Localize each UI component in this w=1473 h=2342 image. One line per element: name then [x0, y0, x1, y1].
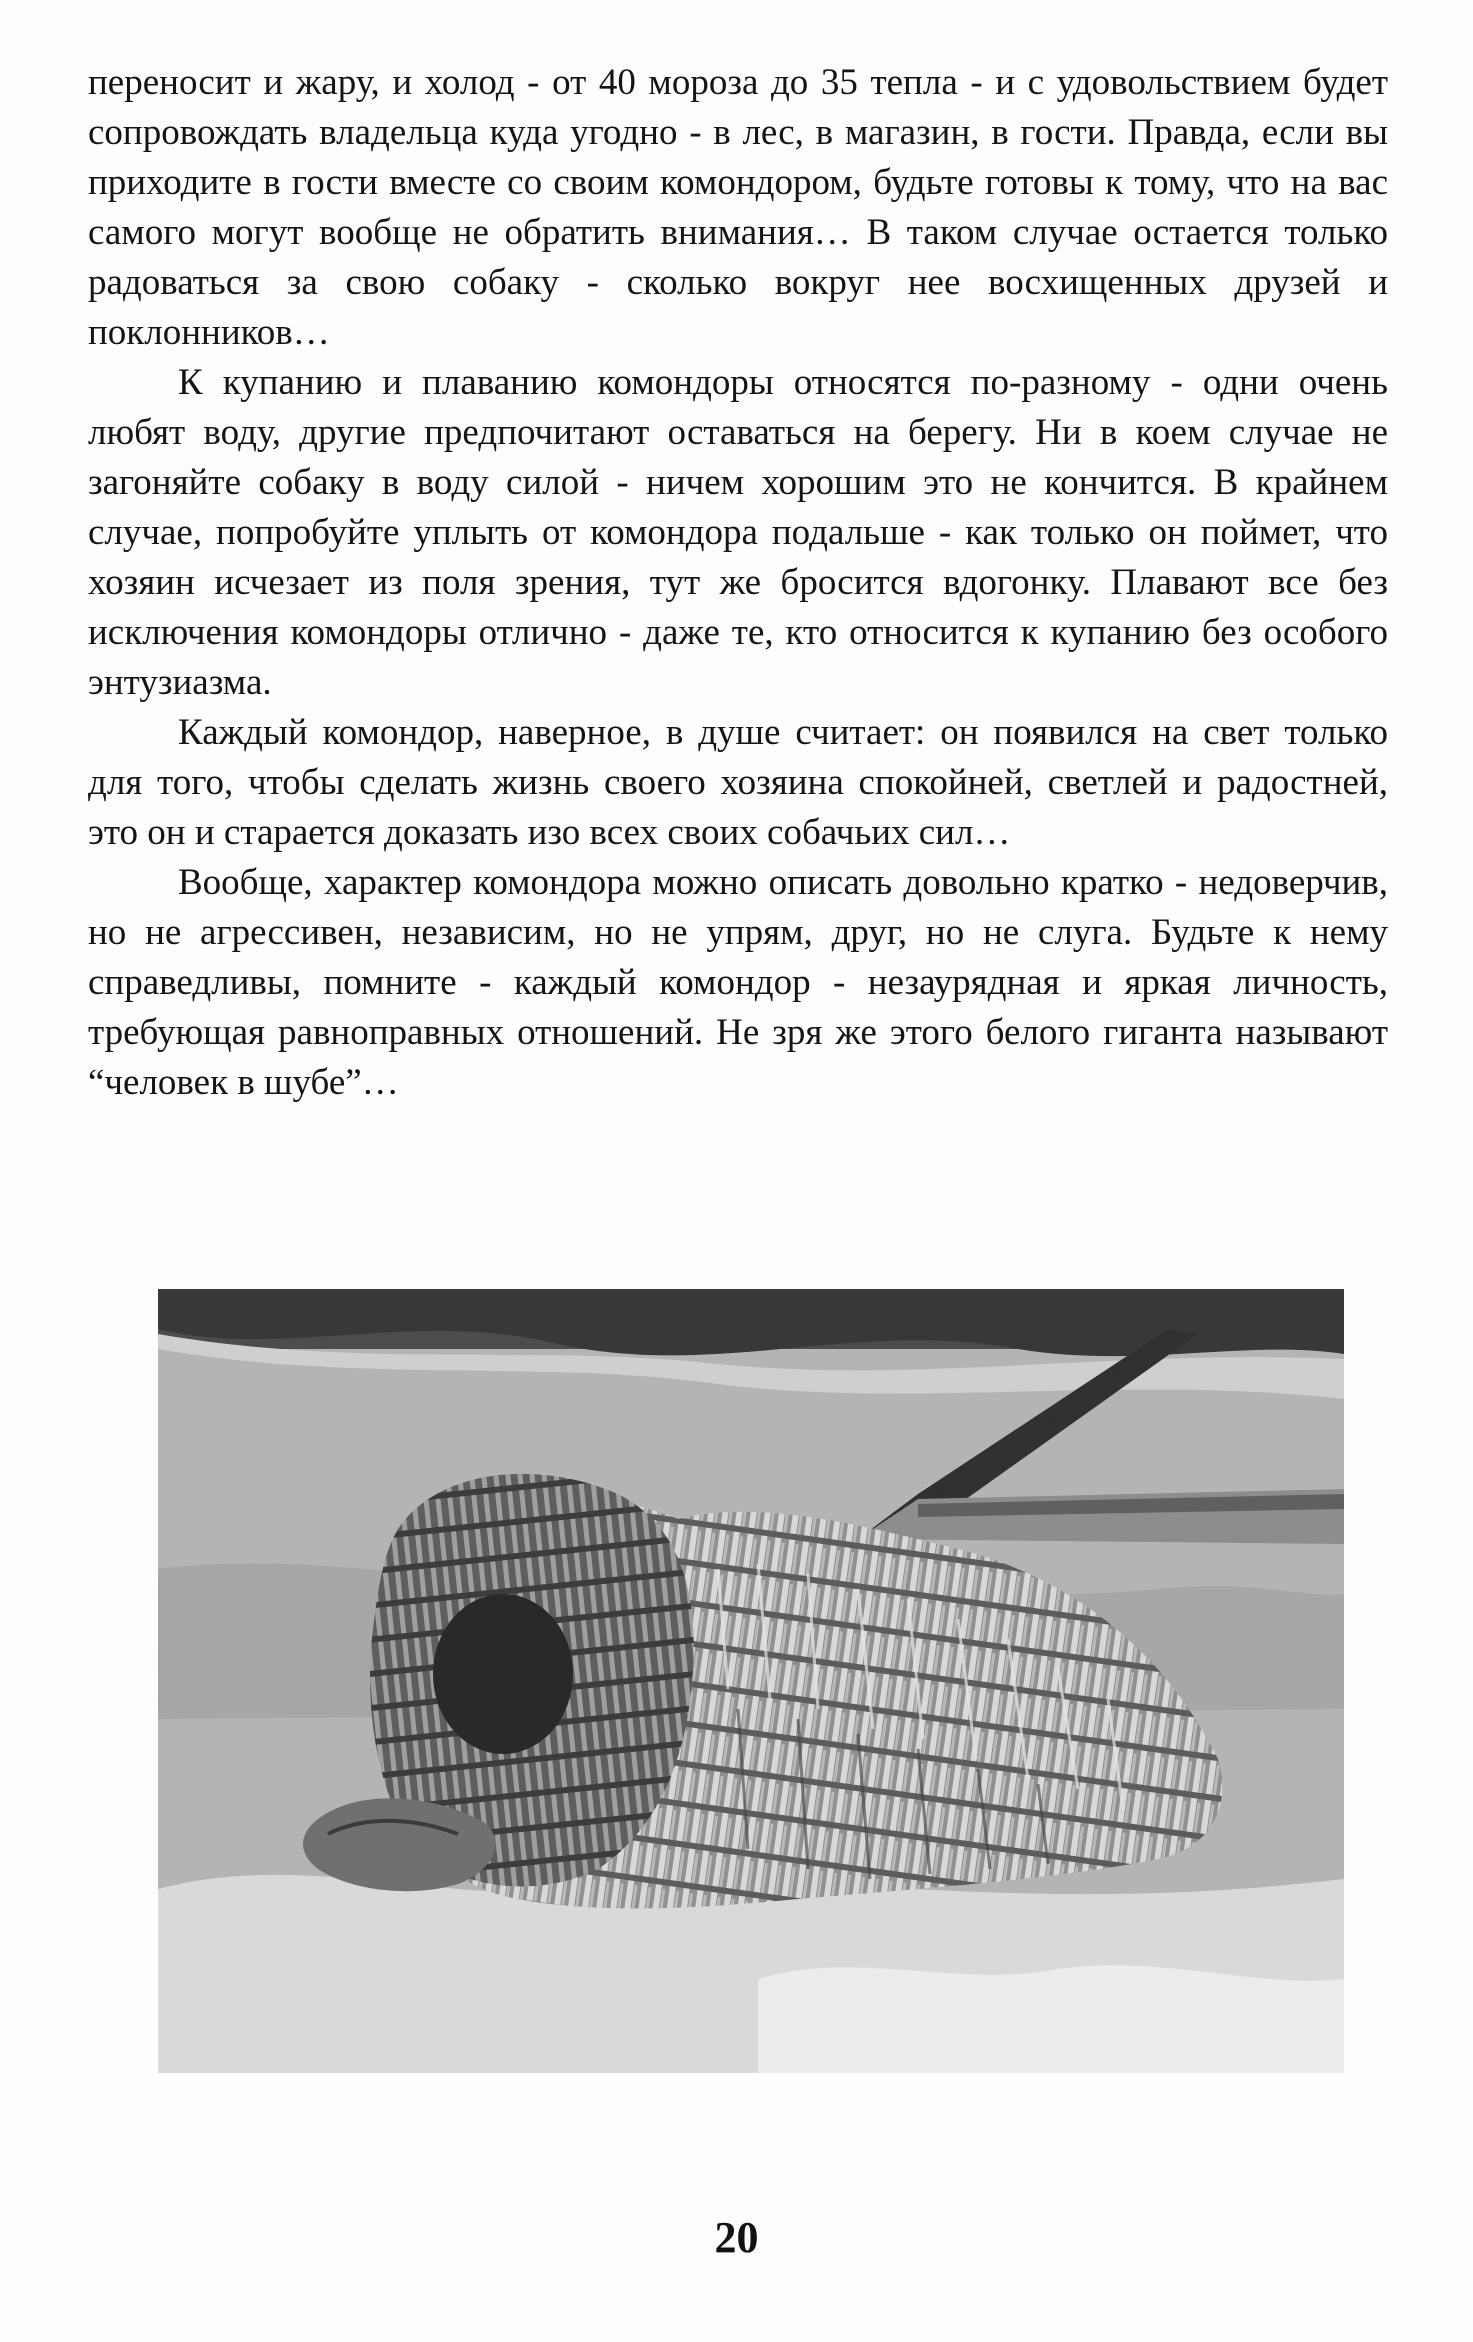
- paragraph-1: переносит и жару, и холод - от 40 мороза до 35 тепла - и с удовольствием будет сопровождать владельца куда угодно - в лес, в магазин, в гости. Правда, если вы приходите в гости вместе со своим комондором, будьте готовы к тому, что на вас самого могут вообще не обратить внимания… В таком случае остается только радоваться за свою собаку - сколько вокруг нее восхищенных друзей и поклонников…: [88, 62, 1388, 353]
- photo-illustration: [158, 1289, 1344, 2073]
- komondor-dog-photo-icon: [158, 1289, 1344, 2073]
- paragraph-3: Каждый комондор, наверное, в душе считает: он появился на свет только для того, чтобы сделать жизнь своего хозяина спокойней, светлей и радостней, это он и старается доказать изо всех своих собачьих сил…: [88, 712, 1388, 853]
- body-text: [88, 58, 1388, 1108]
- paragraph-4: Вообще, характер комондора можно описать довольно кратко - недоверчив, но не агрессивен, независим, но не упрям, друг, но не слуга. Будьте к нему справедливы, помните - каждый комондор - незаурядная и яркая личность, требующая равноправных отношений. Не зря же этого белого гиганта называют “человек в шубе”…: [88, 862, 1388, 1103]
- page-number: 20: [714, 2213, 759, 2262]
- paragraph-2: К купанию и плаванию комондоры относятся по-разному - одни очень любят воду, другие предпочитают оставаться на берегу. Ни в коем случае не загоняйте собаку в воду силой - ничем хорошим это не кончится. В крайнем случае, попробуйте уплыть от комондора подальше - как только он поймет, что хозяин исчезает из поля зрения, тут же бросится вдогонку. Плавают все без исключения комондоры отлично - даже те, кто относится к купанию без особого энтузиазма.: [88, 362, 1388, 703]
